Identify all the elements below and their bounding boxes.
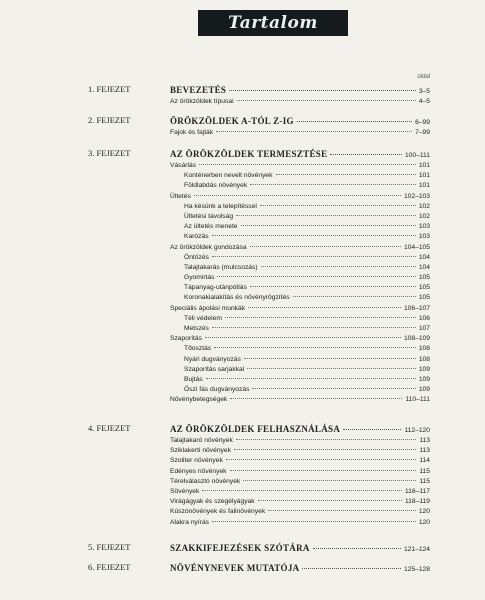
entry-pages: 105 bbox=[418, 294, 430, 302]
dot-leader bbox=[244, 358, 416, 359]
chapter-label: 2. FEJEZET bbox=[88, 115, 131, 125]
dot-leader bbox=[250, 286, 416, 287]
toc-subentry[interactable] bbox=[170, 222, 430, 232]
entry-pages: 120 bbox=[418, 518, 430, 526]
entry-text: Alakra nyírás bbox=[170, 518, 210, 526]
entry-pages: 101 bbox=[418, 172, 430, 180]
toc-entry[interactable] bbox=[170, 192, 430, 202]
toc-subentry[interactable] bbox=[170, 181, 430, 191]
entry-pages: 102 bbox=[418, 212, 430, 220]
entry-text: Szaporítás bbox=[170, 335, 202, 343]
chapter-1 bbox=[0, 84, 485, 107]
chapter-title-row[interactable] bbox=[170, 542, 430, 555]
dot-leader bbox=[212, 235, 416, 236]
entry-pages: 115 bbox=[419, 467, 430, 475]
entry-text: Tápanyag-utánpótlás bbox=[184, 284, 247, 292]
dot-leader bbox=[212, 521, 416, 522]
entry-text: Földlabdás növények bbox=[184, 182, 248, 190]
entry-text: Vásárlás bbox=[170, 162, 197, 169]
entry-pages: 104–105 bbox=[403, 243, 430, 251]
entry-pages: 103 bbox=[418, 233, 430, 241]
toc-subentry[interactable] bbox=[170, 324, 430, 334]
toc-subentry[interactable] bbox=[170, 365, 430, 375]
entry-pages: 118–119 bbox=[404, 498, 430, 506]
chapter-pages: 121–124 bbox=[403, 546, 430, 553]
entry-pages: 116–117 bbox=[404, 487, 430, 495]
chapter-title: NÖVÉNYNEVEK MUTATÓJA bbox=[170, 563, 300, 573]
toc-entry[interactable] bbox=[170, 97, 430, 107]
entry-text: Nyári dugványozás bbox=[184, 355, 241, 363]
dot-leader bbox=[237, 100, 416, 101]
entry-pages: 105 bbox=[418, 274, 430, 282]
chapter-pages: 6–99 bbox=[415, 119, 430, 126]
entry-pages: 102 bbox=[418, 202, 430, 210]
chapter-title: SZAKKIFEJEZÉSEK SZÓTÁRA bbox=[170, 543, 310, 553]
toc-entry[interactable] bbox=[170, 456, 430, 466]
dot-leader bbox=[212, 327, 416, 328]
toc-entry[interactable] bbox=[170, 487, 430, 497]
entry-text: Ültetési távolság bbox=[184, 212, 234, 220]
entry-text: Ültetés bbox=[170, 192, 191, 200]
chapter-pages: 112–120 bbox=[404, 427, 430, 434]
toc-entry[interactable] bbox=[170, 304, 430, 314]
dot-leader bbox=[250, 184, 416, 185]
toc-subentry[interactable] bbox=[170, 202, 430, 212]
entry-text: Sövények bbox=[170, 487, 200, 495]
chapter-title-row[interactable] bbox=[170, 148, 430, 161]
dot-leader bbox=[302, 568, 401, 569]
entry-text: Tőosztás bbox=[184, 345, 212, 353]
dot-leader bbox=[330, 154, 402, 155]
chapter-3 bbox=[0, 148, 485, 406]
dot-leader bbox=[243, 480, 416, 481]
chapter-title: ÖRÖKZÖLDEK A-TÓL Z-IG bbox=[170, 116, 294, 126]
chapter-title-row[interactable] bbox=[170, 84, 430, 97]
entry-pages: 108–109 bbox=[403, 335, 430, 343]
entry-pages: 110–111 bbox=[405, 396, 430, 404]
toc-subentry[interactable] bbox=[170, 283, 430, 293]
toc-entry[interactable] bbox=[170, 243, 430, 253]
entry-text: Karózás bbox=[184, 233, 209, 241]
dot-leader bbox=[202, 490, 402, 491]
entry-pages: 115 bbox=[419, 477, 430, 485]
entry-pages: 108 bbox=[418, 355, 430, 363]
chapter-title-row[interactable] bbox=[170, 562, 430, 575]
toc-subentry[interactable] bbox=[170, 212, 430, 222]
page-column-label: oldal bbox=[417, 74, 430, 80]
entry-text: Gyomirtás bbox=[184, 274, 215, 282]
chapter-title: AZ ÖRÖKZÖLDEK TERMESZTÉSE bbox=[170, 149, 328, 159]
entry-text: Az örökzöldek gondozása bbox=[170, 243, 247, 251]
entry-pages: 101 bbox=[418, 162, 430, 169]
toc-entry[interactable] bbox=[170, 467, 430, 477]
dot-leader bbox=[234, 449, 416, 450]
dot-leader bbox=[206, 378, 416, 379]
toc-entry[interactable] bbox=[170, 497, 430, 507]
chapter-label: 4. FEJEZET bbox=[88, 423, 131, 433]
chapter-title: BEVEZETÉS bbox=[170, 85, 227, 95]
toc-subentry[interactable] bbox=[170, 263, 430, 273]
entry-text: Speciális ápolási munkák bbox=[170, 304, 246, 312]
entry-pages: 101 bbox=[418, 182, 430, 190]
entry-text: Bujtás bbox=[184, 375, 203, 383]
dot-leader bbox=[229, 90, 416, 91]
dot-leader bbox=[261, 266, 416, 267]
entry-text: Edényes növények bbox=[170, 467, 227, 475]
toc-entry[interactable] bbox=[170, 446, 430, 456]
dot-leader bbox=[241, 225, 416, 226]
dot-leader bbox=[276, 174, 416, 175]
toc-subentry[interactable] bbox=[170, 385, 430, 395]
toc-subentry[interactable] bbox=[170, 253, 430, 263]
toc-entry[interactable] bbox=[170, 395, 430, 405]
dot-leader bbox=[247, 368, 416, 369]
dot-leader bbox=[248, 307, 401, 308]
entry-pages: 106–107 bbox=[403, 304, 430, 312]
chapter-pages: 125–128 bbox=[403, 566, 430, 573]
chapter-label: 5. FEJEZET bbox=[88, 542, 131, 552]
dot-leader bbox=[199, 164, 416, 165]
dot-leader bbox=[293, 296, 416, 297]
dot-leader bbox=[230, 470, 417, 471]
dot-leader bbox=[212, 256, 416, 257]
toc-subentry[interactable] bbox=[170, 344, 430, 354]
toc-subentry[interactable] bbox=[170, 293, 430, 303]
dot-leader bbox=[236, 215, 416, 216]
entry-text: Szaporítás sarjakkal bbox=[184, 365, 245, 373]
entry-text: Az ültetés menete bbox=[184, 223, 238, 231]
chapter-4 bbox=[0, 423, 485, 528]
entry-pages: 107 bbox=[418, 325, 430, 332]
entry-pages: 4–5 bbox=[418, 98, 430, 105]
dot-leader bbox=[205, 337, 401, 338]
chapter-title: AZ ÖRÖKZÖLDEK FELHASZNÁLÁSA bbox=[170, 424, 341, 434]
entry-text: Az örökzöldek típusai bbox=[170, 98, 234, 105]
dot-leader bbox=[217, 276, 415, 277]
dot-leader bbox=[250, 246, 401, 247]
entry-text: Fajok és fajták bbox=[170, 129, 214, 136]
toc-entry[interactable] bbox=[170, 334, 430, 344]
toc-subentry[interactable] bbox=[170, 375, 430, 385]
chapter-pages: 3–5 bbox=[418, 88, 430, 95]
dot-leader bbox=[194, 195, 401, 196]
entry-text: Térelválasztó növények bbox=[170, 477, 241, 485]
dot-leader bbox=[297, 121, 412, 122]
entry-pages: 104 bbox=[418, 253, 430, 261]
dot-leader bbox=[226, 459, 417, 460]
dot-leader bbox=[313, 548, 401, 549]
entry-pages: 113 bbox=[419, 447, 430, 455]
chapter-label: 6. FEJEZET bbox=[88, 562, 131, 572]
entry-text: Metszés bbox=[184, 325, 209, 332]
entry-pages: 109 bbox=[418, 375, 430, 383]
chapter-title-row[interactable] bbox=[170, 115, 430, 128]
entry-pages: 102–103 bbox=[403, 192, 430, 200]
chapter-2 bbox=[0, 115, 485, 138]
dot-leader bbox=[225, 317, 416, 318]
entry-pages: 109 bbox=[418, 365, 430, 373]
entry-text: Koronakialakítás és növényrögzítés bbox=[184, 294, 290, 302]
dot-leader bbox=[268, 510, 416, 511]
entry-pages: 109 bbox=[418, 386, 430, 394]
toc-entry[interactable] bbox=[170, 507, 430, 517]
entry-pages: 103 bbox=[418, 223, 430, 231]
toc-entry[interactable] bbox=[170, 518, 430, 528]
chapter-title-row[interactable] bbox=[170, 423, 430, 436]
toc-subentry[interactable] bbox=[170, 171, 430, 181]
entry-text: Növénybetegségek bbox=[170, 396, 228, 404]
toc-subentry[interactable] bbox=[170, 314, 430, 324]
toc-subentry[interactable] bbox=[170, 232, 430, 242]
entry-text: Ha késünk a telepítéssel bbox=[184, 202, 257, 210]
toc-subentry[interactable] bbox=[170, 273, 430, 283]
dot-leader bbox=[214, 347, 416, 348]
chapter-label: 1. FEJEZET bbox=[88, 84, 131, 94]
dot-leader bbox=[236, 439, 417, 440]
entry-pages: 113 bbox=[419, 437, 430, 444]
entry-text: Őszi fás dugványozás bbox=[184, 386, 250, 394]
entry-text: Kúszónövények és falinövények bbox=[170, 508, 266, 516]
banner-title: Tartalom bbox=[228, 13, 318, 33]
chapter-6 bbox=[0, 562, 485, 575]
toc-entry[interactable] bbox=[170, 477, 430, 487]
entry-text: Talajtakarás (mulcsozás) bbox=[184, 263, 258, 271]
entry-pages: 104 bbox=[418, 263, 430, 271]
entry-pages: 114 bbox=[419, 457, 430, 465]
entry-pages: 106 bbox=[418, 314, 430, 322]
entry-text: Virágágyak és szegélyágyak bbox=[170, 498, 255, 506]
chapter-5 bbox=[0, 542, 485, 555]
chapter-pages: 100–111 bbox=[404, 152, 430, 159]
dot-leader bbox=[252, 388, 415, 389]
entry-text: Konténerben nevelt növények bbox=[184, 172, 273, 180]
toc-entry[interactable] bbox=[170, 161, 430, 171]
dot-leader bbox=[216, 131, 412, 132]
dot-leader bbox=[260, 205, 416, 206]
toc-entry[interactable] bbox=[170, 436, 430, 446]
entry-text: Téli védelem bbox=[184, 314, 222, 322]
entry-text: Talajtakaró növények bbox=[170, 437, 233, 444]
toc-entry[interactable] bbox=[170, 128, 430, 138]
entry-text: Öntözés bbox=[184, 253, 209, 261]
dot-leader bbox=[258, 500, 402, 501]
dot-leader bbox=[230, 398, 402, 399]
toc-subentry[interactable] bbox=[170, 355, 430, 365]
entry-pages: 120 bbox=[418, 508, 430, 516]
entry-pages: 7–99 bbox=[415, 129, 430, 136]
chapter-label: 3. FEJEZET bbox=[88, 148, 131, 158]
entry-text: Szoliter növények bbox=[170, 457, 223, 465]
dot-leader bbox=[343, 429, 401, 430]
entry-pages: 105 bbox=[418, 284, 430, 292]
entry-pages: 108 bbox=[418, 345, 430, 353]
title-banner bbox=[198, 10, 348, 36]
entry-text: Sziklakerti növények bbox=[170, 447, 231, 455]
